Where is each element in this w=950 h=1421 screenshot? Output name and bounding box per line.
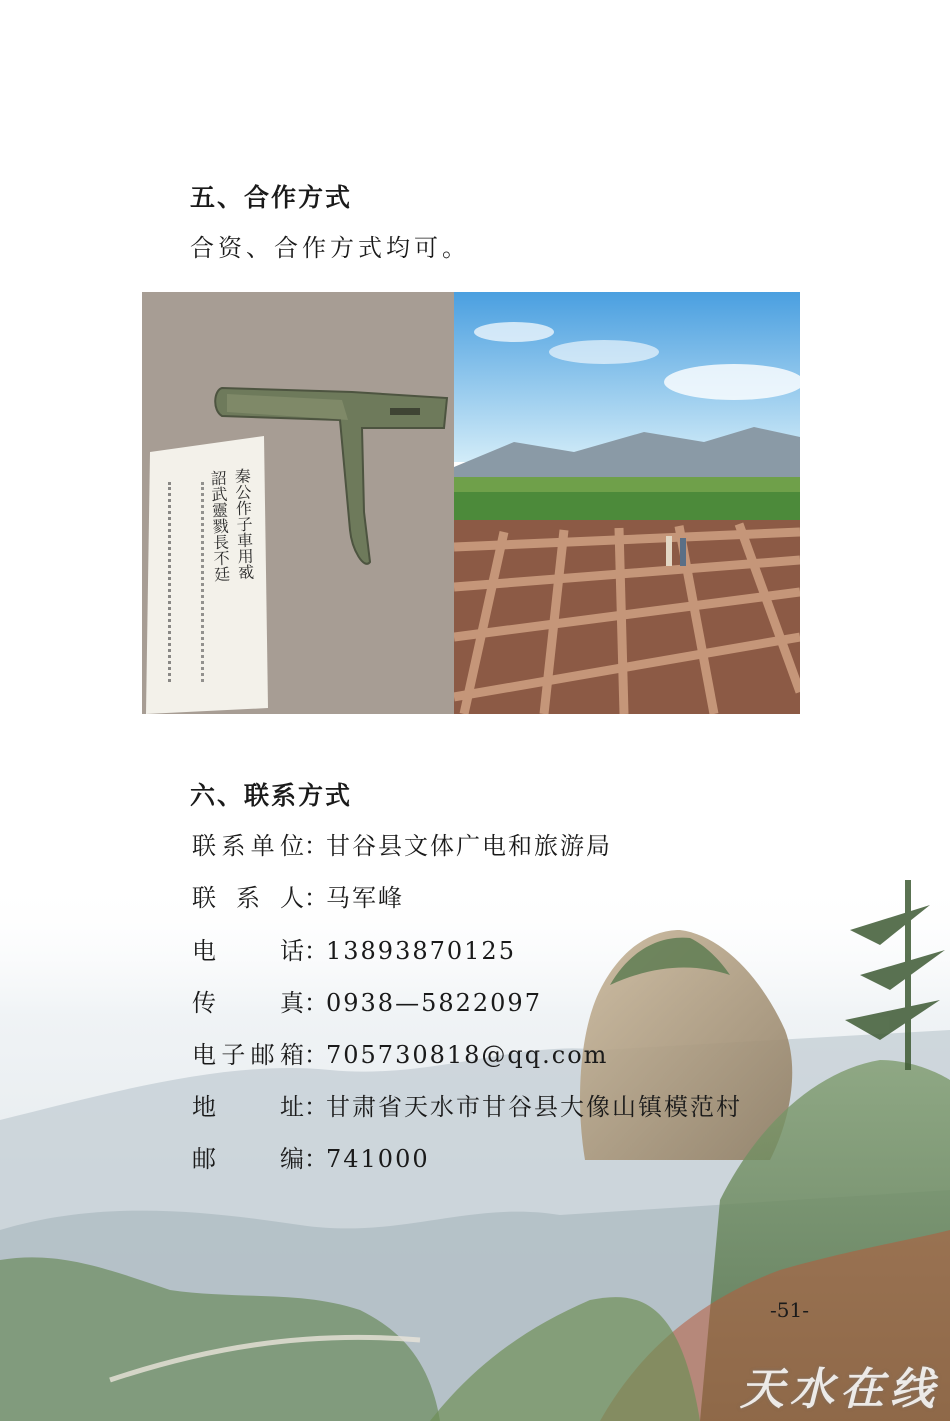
photo-strip [142,292,800,714]
excavation-site-photo [454,292,800,714]
contact-colon: ： [304,1145,328,1173]
contact-label: 传真 [192,989,304,1017]
site-watermark-logo: 天水在线 [740,1364,940,1415]
section-6-title: 六、联系方式 [190,781,353,810]
contact-row-email [192,1035,608,1070]
contact-label: 地址 [192,1093,304,1121]
contact-row-postcode [192,1139,430,1174]
contact-value: 0938—5822097 [326,989,542,1017]
artifact-seal-script [168,482,204,682]
contact-value: 741000 [326,1145,430,1173]
contact-colon: ： [304,832,328,860]
bronze-dagger-photo [142,292,454,714]
contact-row-address [192,1087,742,1122]
contact-colon: ： [304,1041,328,1069]
artifact-label-line-2: 詔武靈戮長不廷 [208,469,231,583]
page-number: -51- [770,1298,809,1322]
contact-colon: ： [304,884,328,912]
contact-value: 马军峰 [326,884,404,912]
section-5-title: 五、合作方式 [190,183,353,212]
contact-value: 甘肃省天水市甘谷县大像山镇模范村 [326,1093,742,1121]
contact-value: 甘谷县文体广电和旅游局 [326,832,612,860]
contact-row-unit [192,826,612,861]
contact-label: 电子邮箱 [192,1041,304,1069]
contact-label: 联系人 [192,884,304,912]
contact-row-fax [192,983,542,1018]
contact-row-person [192,878,404,913]
contact-value: 705730818@qq.com [326,1041,609,1069]
excavation-site-image [454,292,800,714]
section-5-text: 合资、合作方式均可。 [190,234,470,262]
contact-label: 电话 [192,937,304,965]
artifact-label-line-1: 秦公作子車用㦴 [232,467,255,581]
contact-row-phone [192,931,516,966]
contact-value: 13893870125 [326,937,516,965]
contact-label: 邮编 [192,1145,304,1173]
contact-colon: ： [304,1093,328,1121]
contact-colon: ： [304,937,328,965]
contact-colon: ： [304,989,328,1017]
contact-label: 联系单位 [192,832,304,860]
